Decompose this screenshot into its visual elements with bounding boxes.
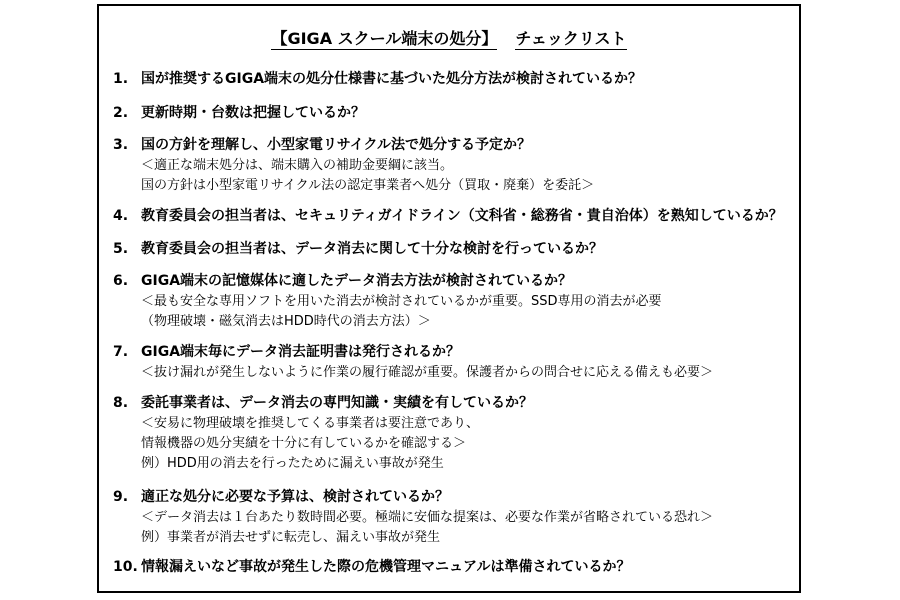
item-question: 国の方針を理解し、小型家電リサイクル法で処分する予定か？ xyxy=(141,137,532,153)
item-question: 教育委員会の担当者は、データ消去に関して十分な検討を行っているか？ xyxy=(141,241,603,257)
checklist-item-5 xyxy=(113,239,793,260)
item-number: 4. xyxy=(113,208,129,224)
checklist-item-8 xyxy=(113,393,793,474)
item-note: ＜安易に物理破壊を推奨してくる事業者は要注意であり、 xyxy=(141,416,480,431)
checklist-item-1 xyxy=(113,69,793,90)
item-note: （物理破壊・磁気消去はHDD時代の消去方法）＞ xyxy=(141,314,431,329)
item-note: 例）事業者が消去せずに転売し、漏えい事故が発生 xyxy=(141,530,441,545)
item-note: ＜最も安全な専用ソフトを用いた消去が検討されているかが重要。SSD専用の消去が必要 xyxy=(141,294,662,309)
item-note: 情報機器の処分実績を十分に有しているかを確認する＞ xyxy=(141,436,467,451)
item-number: 7. xyxy=(113,344,129,360)
item-question: 国が推奨するGIGA端末の処分仕様書に基づいた処分方法が検討されているか？ xyxy=(141,71,643,87)
item-question: 委託事業者は、データ消去の専門知識・実績を有しているか？ xyxy=(141,395,533,411)
item-number: 9. xyxy=(113,489,129,505)
checklist-item-4 xyxy=(113,206,793,227)
item-question: GIGA端末の記憶媒体に適したデータ消去方法が検討されているか？ xyxy=(141,273,573,289)
item-number: 2. xyxy=(113,105,129,121)
item-number: 5. xyxy=(113,241,129,257)
checklist-item-2 xyxy=(113,103,793,124)
checklist-item-6 xyxy=(113,271,793,332)
item-question: 更新時期・台数は把握しているか？ xyxy=(141,105,365,121)
item-note: ＜データ消去は１台あたり数時間必要。極端に安価な提案は、必要な作業が省略されている恐れ＞ xyxy=(141,510,714,525)
checklist-item-9 xyxy=(113,487,793,548)
title-main: 【GIGA スクール端末の処分】 xyxy=(271,29,498,48)
item-question: 適正な処分に必要な予算は、検討されているか？ xyxy=(141,489,449,505)
item-number: 3. xyxy=(113,137,129,153)
checklist-item-3 xyxy=(113,135,793,196)
item-note: ＜適正な端末処分は、端末購入の補助金要綱に該当。 xyxy=(141,158,454,173)
item-question: 情報漏えいなど事故が発生した際の危機管理マニュアルは準備されているか？ xyxy=(141,559,631,575)
item-note: ＜抜け漏れが発生しないように作業の履行確認が重要。保護者からの問合せに応える備えも必要＞ xyxy=(141,365,714,380)
checklist-frame xyxy=(97,4,801,593)
item-number: 6. xyxy=(113,273,129,289)
checklist-item-7 xyxy=(113,342,793,383)
item-note: 例）HDD用の消去を行ったために漏えい事故が発生 xyxy=(141,456,444,471)
checklist-item-10 xyxy=(113,557,793,578)
item-number: 10. xyxy=(113,559,138,575)
item-number: 8. xyxy=(113,395,129,411)
item-note: 国の方針は小型家電リサイクル法の認定事業者へ処分（買取・廃棄）を委託＞ xyxy=(141,178,595,193)
item-number: 1. xyxy=(113,71,129,87)
page-title xyxy=(99,29,799,49)
title-sub: チェックリスト xyxy=(515,29,627,48)
item-question: GIGA端末毎にデータ消去証明書は発行されるか？ xyxy=(141,344,461,360)
item-question: 教育委員会の担当者は、セキュリティガイドライン（文科省・総務省・貴自治体）を熟知しているか？ xyxy=(141,208,783,224)
